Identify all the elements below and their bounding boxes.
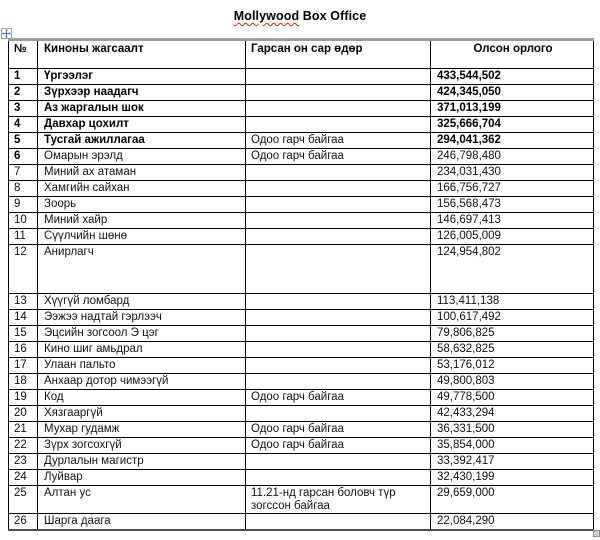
table-row [9, 149, 594, 165]
release-date-cell: Одоо гарч байгаа [246, 422, 431, 438]
movie-name-cell: Зоорь [38, 197, 246, 213]
row-number-cell: 18 [9, 374, 38, 390]
revenue-cell: 113,411,138 [431, 294, 594, 310]
row-number-cell: 15 [9, 326, 38, 342]
table-row [9, 294, 594, 310]
release-date-cell [246, 101, 431, 117]
movie-name-cell: Улаан пальто [38, 358, 246, 374]
table-row [9, 229, 594, 245]
row-number-cell: 7 [9, 165, 38, 181]
release-date-cell [246, 358, 431, 374]
revenue-cell: 294,041,362 [431, 133, 594, 149]
movie-name-cell: Луйвар [38, 470, 246, 486]
revenue-cell: 53,176,012 [431, 358, 594, 374]
row-number-cell: 17 [9, 358, 38, 374]
release-date-cell: Одоо гарч байгаа [246, 438, 431, 454]
revenue-cell: 36,331,500 [431, 422, 594, 438]
release-date-cell [246, 454, 431, 470]
movie-name-cell: Миний хайр [38, 213, 246, 229]
header-row [9, 40, 594, 69]
row-number-cell: 24 [9, 470, 38, 486]
movie-name-cell: Омарын эрэлд [38, 149, 246, 165]
row-number-cell: 23 [9, 454, 38, 470]
table-row [9, 85, 594, 101]
table-header [9, 40, 594, 69]
table-row [9, 514, 594, 530]
header-cell-release-date: Гарсан он сар өдөр [246, 40, 431, 69]
row-number-cell: 14 [9, 310, 38, 326]
movie-name-cell: Үргээлэг [38, 69, 246, 85]
release-date-cell [246, 245, 431, 294]
row-number-cell: 25 [9, 486, 38, 514]
movie-name-cell: Сүүлчийн шөнө [38, 229, 246, 245]
revenue-cell: 371,013,199 [431, 101, 594, 117]
row-number-cell: 6 [9, 149, 38, 165]
title-rest: Box Office [299, 9, 367, 23]
movie-name-cell: Код [38, 390, 246, 406]
revenue-cell: 126,005,009 [431, 229, 594, 245]
movie-name-cell: Ээжээ надтай гэрлээч [38, 310, 246, 326]
revenue-cell: 433,544,502 [431, 69, 594, 85]
table-row [9, 358, 594, 374]
revenue-cell: 166,756,727 [431, 181, 594, 197]
table-row [9, 486, 594, 514]
release-date-cell: Одоо гарч байгаа [246, 390, 431, 406]
table-row [9, 165, 594, 181]
table-row [9, 310, 594, 326]
revenue-cell: 49,778,500 [431, 390, 594, 406]
movie-name-cell: Эцсийн зогсоол Э цэг [38, 326, 246, 342]
header-cell-movie-list: Киноны жагсаалт [38, 40, 246, 69]
release-date-cell [246, 229, 431, 245]
table-row [9, 69, 594, 85]
row-number-cell: 1 [9, 69, 38, 85]
release-date-cell [246, 181, 431, 197]
revenue-cell: 22,084,290 [431, 514, 594, 530]
row-number-cell: 19 [9, 390, 38, 406]
row-number-cell: 21 [9, 422, 38, 438]
revenue-cell: 124,954,802 [431, 245, 594, 294]
table-body [9, 69, 594, 530]
movie-name-cell: Хязгааргүй [38, 406, 246, 422]
release-date-cell [246, 310, 431, 326]
row-number-cell: 13 [9, 294, 38, 310]
row-number-cell: 4 [9, 117, 38, 133]
release-date-cell: Одоо гарч байгаа [246, 133, 431, 149]
movie-name-cell: Анирлагч [38, 245, 246, 294]
revenue-cell: 32,430,199 [431, 470, 594, 486]
table-row [9, 245, 594, 294]
table-row [9, 406, 594, 422]
box-office-table [8, 38, 594, 531]
release-date-cell [246, 69, 431, 85]
release-date-cell [246, 514, 431, 530]
release-date-cell [246, 117, 431, 133]
header-cell-revenue: Олсон орлого [431, 40, 594, 69]
movie-name-cell: Зүрхээр наадагч [38, 85, 246, 101]
movie-name-cell: Хамгийн сайхан [38, 181, 246, 197]
release-date-cell [246, 470, 431, 486]
movie-name-cell: Зүрх зогсохгүй [38, 438, 246, 454]
table-row [9, 326, 594, 342]
revenue-cell: 79,806,825 [431, 326, 594, 342]
revenue-cell: 49,800,803 [431, 374, 594, 390]
title-misspelled-word: Mollywood [233, 9, 300, 23]
table-row [9, 197, 594, 213]
row-number-cell: 26 [9, 514, 38, 530]
revenue-cell: 156,568,473 [431, 197, 594, 213]
movie-name-cell: Кино шиг амьдрал [38, 342, 246, 358]
revenue-cell: 35,854,000 [431, 438, 594, 454]
release-date-cell [246, 213, 431, 229]
revenue-cell: 246,798,480 [431, 149, 594, 165]
table-row [9, 390, 594, 406]
release-date-cell [246, 342, 431, 358]
row-number-cell: 12 [9, 245, 38, 294]
release-date-cell [246, 197, 431, 213]
table-row [9, 133, 594, 149]
document-title [0, 9, 600, 23]
revenue-cell: 58,632,825 [431, 342, 594, 358]
row-number-cell: 16 [9, 342, 38, 358]
revenue-cell: 33,392,417 [431, 454, 594, 470]
revenue-cell: 42,433,294 [431, 406, 594, 422]
row-number-cell: 8 [9, 181, 38, 197]
table-row [9, 374, 594, 390]
table-resize-handle-icon[interactable] [593, 530, 600, 537]
movie-name-cell: Хүүгүй ломбард [38, 294, 246, 310]
movie-name-cell: Шарга даага [38, 514, 246, 530]
release-date-cell: 11.21-нд гарсан боловч түр зогссон байгаа [246, 486, 431, 514]
movie-name-cell: Миний ах атаман [38, 165, 246, 181]
row-number-cell: 20 [9, 406, 38, 422]
movie-name-cell: Аз жаргалын шок [38, 101, 246, 117]
release-date-cell [246, 85, 431, 101]
table-move-handle-icon[interactable] [1, 26, 12, 37]
revenue-cell: 29,659,000 [431, 486, 594, 514]
release-date-cell [246, 165, 431, 181]
release-date-cell [246, 294, 431, 310]
table-row [9, 117, 594, 133]
header-cell-number: № [9, 40, 38, 69]
row-number-cell: 2 [9, 85, 38, 101]
release-date-cell [246, 406, 431, 422]
revenue-cell: 424,345,050 [431, 85, 594, 101]
movie-name-cell: Мухар гудамж [38, 422, 246, 438]
revenue-cell: 146,697,413 [431, 213, 594, 229]
table-row [9, 342, 594, 358]
table-row [9, 438, 594, 454]
movie-name-cell: Давхар цохилт [38, 117, 246, 133]
release-date-cell [246, 374, 431, 390]
table-row [9, 181, 594, 197]
table-row [9, 213, 594, 229]
row-number-cell: 9 [9, 197, 38, 213]
revenue-cell: 325,666,704 [431, 117, 594, 133]
release-date-cell: Одоо гарч байгаа [246, 149, 431, 165]
movie-name-cell: Тусгай ажиллагаа [38, 133, 246, 149]
row-number-cell: 22 [9, 438, 38, 454]
table-row [9, 101, 594, 117]
row-number-cell: 11 [9, 229, 38, 245]
table-row [9, 422, 594, 438]
revenue-cell: 100,617,492 [431, 310, 594, 326]
row-number-cell: 5 [9, 133, 38, 149]
table-row [9, 470, 594, 486]
movie-name-cell: Алтан ус [38, 486, 246, 514]
table-row [9, 454, 594, 470]
row-number-cell: 3 [9, 101, 38, 117]
movie-name-cell: Дурлалын магистр [38, 454, 246, 470]
revenue-cell: 234,031,430 [431, 165, 594, 181]
row-number-cell: 10 [9, 213, 38, 229]
release-date-cell [246, 326, 431, 342]
movie-name-cell: Анхаар дотор чимээгүй [38, 374, 246, 390]
